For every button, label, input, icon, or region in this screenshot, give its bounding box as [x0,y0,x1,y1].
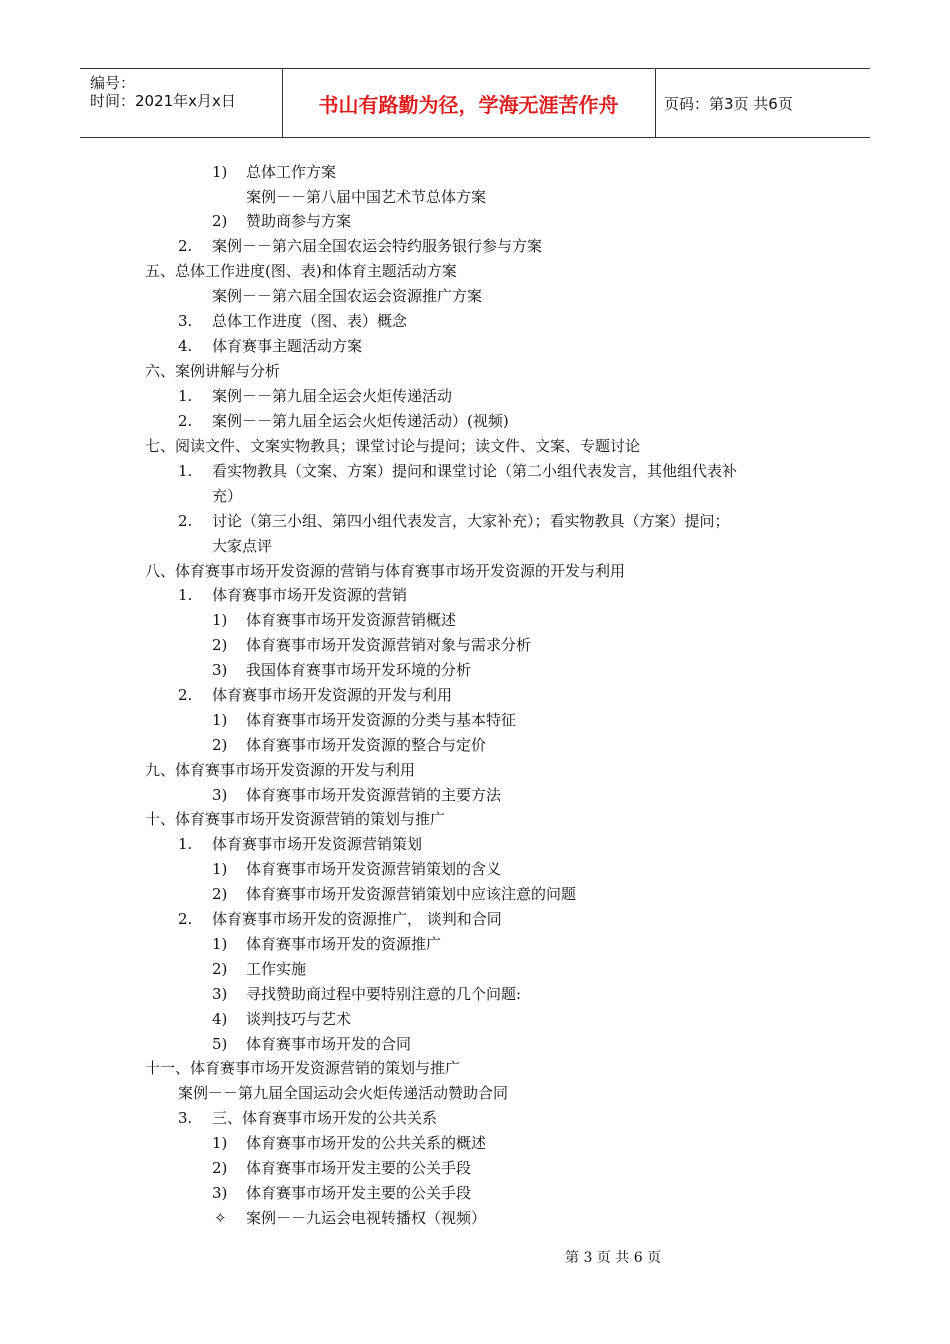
list-marker: 2) [212,1159,228,1177]
outline-line: 案例－－第九届全运会火炬传递活动 [212,387,453,405]
list-marker: 1. [178,835,193,853]
outline-line: 体育赛事市场开发的公共关系的概述 [246,1134,487,1152]
outline-line: 总体工作进度（图、表）概念 [212,312,408,330]
list-marker: 3) [212,661,228,679]
outline-line: 体育赛事市场开发资源的分类与基本特征 [246,711,517,729]
outline-line: 赞助商参与方案 [246,212,352,230]
outline-line: 体育赛事市场开发资源营销的主要方法 [246,786,502,804]
list-marker: 2) [212,885,228,903]
outline-line: 体育赛事市场开发资源的开发与利用 [212,686,453,704]
list-marker: 2. [178,910,193,928]
outline-line: 十一、体育赛事市场开发资源营销的策划与推广 [145,1059,461,1077]
header-motto: 书山有路勤为径，学海无涯苦作舟 [282,69,656,137]
list-marker: 1. [178,462,193,480]
outline-line: 体育赛事市场开发资源营销策划 [212,835,423,853]
list-marker: 4) [212,1010,228,1028]
outline-line: 案例－－第六届全国农运会特约服务银行参与方案 [212,237,543,255]
outline-line: 体育赛事市场开发主要的公关手段 [246,1159,472,1177]
outline-line: 案例－－九运会电视转播权（视频） [246,1209,487,1227]
outline-line: 体育赛事市场开发资源营销策划中应该注意的问题 [246,885,577,903]
outline-line: 八、体育赛事市场开发资源的营销与体育赛事市场开发资源的开发与利用 [145,562,626,580]
list-marker: 2) [212,736,228,754]
outline-line: 体育赛事市场开发资源营销对象与需求分析 [246,636,532,654]
outline-line: 体育赛事市场开发资源营销概述 [246,611,457,629]
date-label: 时间：2021年x月x日 [90,92,236,110]
list-marker: 3. [178,312,193,330]
outline-line: 体育赛事主题活动方案 [212,337,363,355]
list-marker: 2) [212,960,228,978]
outline-line: 案例－－第九届全国运动会火炬传递活动赞助合同 [178,1084,509,1102]
list-marker: 1) [212,860,228,878]
list-marker: 4. [178,337,193,355]
list-marker: 1) [212,611,228,629]
list-marker: 2. [178,412,193,430]
list-marker: 1) [212,711,228,729]
list-marker: 3) [212,786,228,804]
page-header [80,68,870,138]
outline-line: 体育赛事市场开发资源的整合与定价 [246,736,487,754]
list-marker: 2) [212,636,228,654]
outline-line: 寻找赞助商过程中要特别注意的几个问题: [246,985,522,1003]
list-marker: 3) [212,1184,228,1202]
list-marker: 3) [212,985,228,1003]
list-marker: 1. [178,586,193,604]
outline-line: 体育赛事市场开发资源的营销 [212,586,408,604]
outline-line: 六、案例讲解与分析 [145,362,281,380]
serial-label: 编号： [90,74,136,92]
outline-line: 我国体育赛事市场开发环境的分析 [246,661,472,679]
outline-line: 看实物教具（文案、方案）提问和课堂讨论（第二小组代表发言，其他组代表补 [212,462,738,480]
outline-line: 案例－－第六届全国农运会资源推广方案 [212,287,483,305]
outline-line: 三、体育赛事市场开发的公共关系 [212,1109,438,1127]
list-marker: 2. [178,512,193,530]
outline-line: 体育赛事市场开发资源营销策划的含义 [246,860,502,878]
outline-line: 七、阅读文件、文案实物教具；课堂讨论与提问；读文件、文案、专题讨论 [145,437,641,455]
list-marker: 2. [178,686,193,704]
page-footer: 第 3 页 共 6 页 [565,1250,662,1266]
list-marker: 1) [212,163,228,181]
outline-line: 谈判技巧与艺术 [246,1010,352,1028]
outline-line: 大家点评 [212,537,273,555]
header-page-label: 页码：第3页 共6页 [664,95,793,113]
list-marker: 3. [178,1109,193,1127]
outline-line: 讨论（第三小组、第四小组代表发言，大家补充）；看实物教具（方案）提问； [212,512,730,530]
outline-line: 体育赛事市场开发的资源推广， 谈判和合同 [212,910,502,928]
outline-line: 案例－－第八届中国艺术节总体方案 [246,188,487,206]
outline-line: 体育赛事市场开发的资源推广 [246,935,442,953]
outline-line: 五、总体工作进度(图、表)和体育主题活动方案 [145,262,457,280]
list-marker: 2. [178,237,193,255]
outline-line: 十、体育赛事市场开发资源营销的策划与推广 [145,810,446,828]
outline-line: 九、体育赛事市场开发资源的开发与利用 [145,761,416,779]
list-marker: 5) [212,1035,228,1053]
list-marker: 1) [212,1134,228,1152]
header-info-cell [80,69,283,137]
list-marker: 1. [178,387,193,405]
outline-line: 充） [212,487,243,505]
outline-line: 体育赛事市场开发主要的公关手段 [246,1184,472,1202]
outline-line: 体育赛事市场开发的合同 [246,1035,412,1053]
list-marker: ✧ [214,1209,227,1227]
outline-line: 工作实施 [246,960,307,978]
outline-line: 总体工作方案 [246,163,337,181]
list-marker: 1) [212,935,228,953]
list-marker: 2) [212,212,228,230]
outline-line: 案例－－第九届全运会火炬传递活动）(视频) [212,412,509,430]
